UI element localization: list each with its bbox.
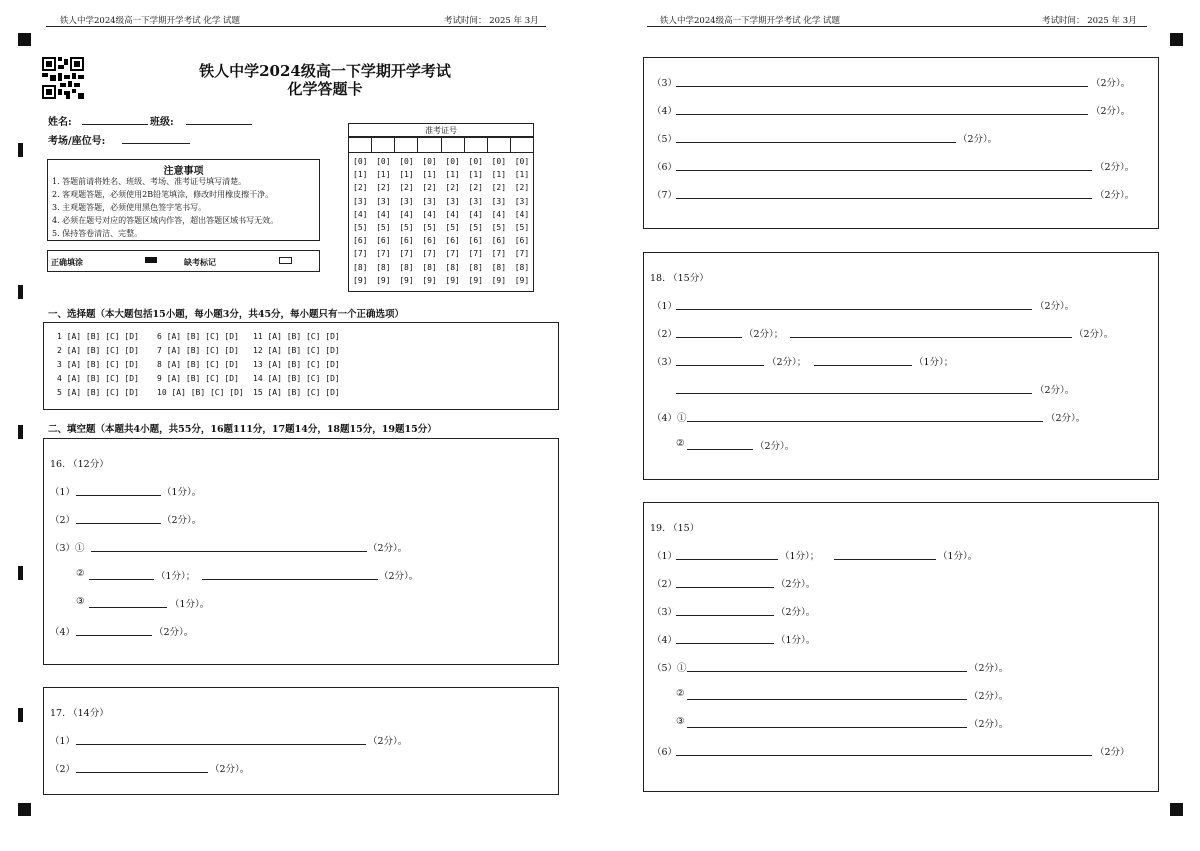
admission-title-box xyxy=(348,123,534,137)
admission-digit-bubble[interactable]: [4] xyxy=(422,209,437,219)
q18-part4-answer[interactable] xyxy=(687,421,1043,422)
admission-digit-bubble[interactable]: [3] xyxy=(514,196,530,206)
admission-digit-cell[interactable] xyxy=(487,138,510,153)
q16-part3c-answer[interactable] xyxy=(89,607,167,608)
admission-digit-bubble[interactable]: [3] xyxy=(353,196,368,206)
admission-digit-bubble[interactable]: [9] xyxy=(399,275,414,285)
admission-digit-bubble[interactable]: [7] xyxy=(491,249,507,259)
q19-part5-score: （2分）。 xyxy=(969,663,1009,674)
q18-part2-label: （2） xyxy=(652,329,678,340)
q17-part5-score: （2分）。 xyxy=(958,134,998,145)
q16-part2-label: （2） xyxy=(50,515,76,526)
notice-item: 2. 客观题答题，必须使用2B铅笔填涂，修改时用橡皮擦干净。 xyxy=(52,190,274,199)
timing-mark xyxy=(18,285,23,299)
q16-part3-label: （3）① xyxy=(50,543,85,554)
q17-continued-box xyxy=(643,57,1159,229)
q18-part3-answer1[interactable] xyxy=(676,365,764,366)
admission-digit-cell[interactable] xyxy=(464,138,487,153)
q17-part5-label: （5） xyxy=(652,134,678,145)
admission-digit-bubble[interactable]: [2] xyxy=(445,183,460,193)
q18-part3-label: （3） xyxy=(652,357,678,368)
q16-part2-answer[interactable] xyxy=(76,523,161,524)
sheet-subtitle: 化学答题卡 xyxy=(287,80,363,98)
q16-part1-label: （1） xyxy=(50,487,76,498)
q17-part7-score: （2分）。 xyxy=(1095,190,1135,201)
q16-part4-label: （4） xyxy=(50,627,76,638)
corner-mark xyxy=(1170,33,1183,46)
left-header-title: 铁人中学2024级高一下学期开学考试 化学 试题 xyxy=(60,16,241,26)
q17-part1-answer[interactable] xyxy=(76,744,366,745)
admission-digit-bubble[interactable]: [1] xyxy=(491,170,507,180)
admission-digit-bubble[interactable]: [7] xyxy=(376,249,391,259)
admission-digit-bubble[interactable]: [9] xyxy=(468,275,483,285)
admission-bubble-grid xyxy=(348,152,534,292)
admission-digit-bubble[interactable]: [2] xyxy=(399,183,414,193)
name-label: 姓名: xyxy=(48,117,72,128)
corner-mark xyxy=(18,33,31,46)
q19-part2-answer[interactable] xyxy=(676,587,774,588)
choice-question-row[interactable]: 10 [A] [B] [C] [D] xyxy=(157,388,244,397)
q16-part3-score: （2分）。 xyxy=(368,543,408,554)
admission-digit-bubble[interactable]: [5] xyxy=(422,223,437,232)
q19-part1-answer1[interactable] xyxy=(676,559,778,560)
admission-digit-bubble[interactable]: [4] xyxy=(468,209,483,219)
q17-part2-score: （2分）。 xyxy=(210,764,250,775)
choice-question-row[interactable]: 3 [A] [B] [C] [D] xyxy=(57,360,139,369)
admission-digit-bubble[interactable]: [4] xyxy=(514,209,530,219)
q17-part3-score: （2分）。 xyxy=(1091,78,1131,89)
q19-part6-label: （6） xyxy=(652,747,678,758)
admission-digit-bubble[interactable]: [2] xyxy=(491,183,507,193)
admission-digit-bubble[interactable]: [8] xyxy=(376,262,391,272)
q19-part1-answer2[interactable] xyxy=(834,559,936,560)
choice-question-row[interactable]: 14 [A] [B] [C] [D] xyxy=(253,374,340,383)
admission-digit-bubble[interactable]: [6] xyxy=(353,236,368,246)
q18-part2-score1: （2分）； xyxy=(744,329,784,340)
admission-digit-bubble[interactable]: [5] xyxy=(468,223,483,232)
q19-part3-answer[interactable] xyxy=(676,615,774,616)
q19-part6-score: （2分） xyxy=(1095,747,1130,758)
choice-question-row[interactable]: 2 [A] [B] [C] [D] xyxy=(57,346,139,355)
q18-part3-score2: （1分）； xyxy=(914,357,954,368)
q16-heading: 16. （12分） xyxy=(50,459,109,470)
q19-part5c-score: （2分）。 xyxy=(969,719,1009,730)
admission-digit-bubble[interactable]: [7] xyxy=(514,249,530,259)
notice-box xyxy=(47,159,320,241)
admission-digit-cell[interactable] xyxy=(395,138,418,153)
q16-part3-answer[interactable] xyxy=(91,551,367,552)
admission-digit-bubble[interactable]: [7] xyxy=(445,249,460,259)
admission-title: 准考证号 xyxy=(425,126,457,135)
admission-digit-bubble[interactable]: [1] xyxy=(422,170,437,180)
choice-question-row[interactable]: 9 [A] [B] [C] [D] xyxy=(157,374,239,383)
left-header-time: 考试时间： 2025 年 3月 xyxy=(444,16,539,26)
q19-part5b-score: （2分）。 xyxy=(969,691,1009,702)
class-label: 班级: xyxy=(150,117,174,128)
q16-part3b-score1: （1分）； xyxy=(156,571,196,582)
left-header-rule xyxy=(46,26,546,27)
admission-digit-bubble[interactable]: [8] xyxy=(468,262,483,272)
corner-mark xyxy=(1170,803,1183,816)
notice-item: 4. 必须在题号对应的答题区域内作答，超出答题区域书写无效。 xyxy=(52,216,279,225)
admission-digit-bubble[interactable]: [5] xyxy=(491,223,507,232)
admission-digit-cell[interactable] xyxy=(510,138,533,153)
q19-part5-label: （5）① xyxy=(652,663,687,674)
admission-entry-row xyxy=(348,137,534,153)
admission-digit-bubble[interactable]: [6] xyxy=(445,236,460,246)
q18-part4-score: （2分）。 xyxy=(1046,413,1086,424)
admission-digit-bubble[interactable]: [2] xyxy=(422,183,437,193)
q17-part4-label: （4） xyxy=(652,106,678,117)
admission-digit-bubble[interactable]: [0] xyxy=(399,157,414,166)
q16-part1-score: （1分）。 xyxy=(162,487,202,498)
section1-title: 一、选择题（本大题包括15小题，每小题3分，共45分，每小题只有一个正确选项） xyxy=(48,309,405,320)
admission-digit-bubble[interactable]: [9] xyxy=(353,275,368,285)
admission-digit-bubble[interactable]: [4] xyxy=(491,209,507,219)
name-field[interactable] xyxy=(82,124,148,125)
admission-digit-bubble[interactable]: [9] xyxy=(445,275,460,285)
admission-digit-cell[interactable] xyxy=(441,138,464,153)
admission-digit-bubble[interactable]: [7] xyxy=(353,249,368,259)
q18-heading: 18. （15分） xyxy=(650,273,709,284)
q17-part1-label: （1） xyxy=(50,736,76,747)
q17-part7-label: （7） xyxy=(652,190,678,201)
q16-part3b-label: ② xyxy=(76,568,85,579)
admission-digit-bubble[interactable]: [3] xyxy=(468,196,483,206)
timing-mark xyxy=(18,566,23,580)
admission-digit-bubble[interactable]: [5] xyxy=(353,223,368,232)
admission-digit-bubble[interactable]: [6] xyxy=(514,236,530,246)
admission-digit-bubble[interactable]: [9] xyxy=(422,275,437,285)
timing-mark xyxy=(18,425,23,439)
q16-part3b-answer2[interactable] xyxy=(202,579,378,580)
admission-digit-bubble[interactable]: [0] xyxy=(422,157,437,166)
q17-heading: 17. （14分） xyxy=(50,708,109,719)
notice-item: 1. 答题前请将姓名、班级、考场、准考证号填写清楚。 xyxy=(52,177,247,186)
section2-title: 二、填空题（本题共4小题，共55分，16题111分，17题14分，18题15分，19题15分） xyxy=(48,424,437,435)
q19-part3-label: （3） xyxy=(652,607,678,618)
seat-field[interactable] xyxy=(122,143,190,144)
q17-part2-answer[interactable] xyxy=(76,772,208,773)
right-header-time: 考试时间： 2025 年 3月 xyxy=(1042,16,1137,26)
q17-part6-answer[interactable] xyxy=(676,170,1092,171)
admission-digit-bubble[interactable]: [7] xyxy=(468,249,483,259)
q18-part2-answer1[interactable] xyxy=(676,337,742,338)
q19-part4-answer[interactable] xyxy=(676,643,774,644)
q19-part5b-label: ② xyxy=(676,688,685,699)
q17-part4-answer[interactable] xyxy=(676,114,1088,115)
q16-part1-answer[interactable] xyxy=(76,495,161,496)
admission-digit-bubble[interactable]: [6] xyxy=(399,236,414,246)
choice-question-row[interactable]: 11 [A] [B] [C] [D] xyxy=(253,332,340,341)
q18-part1-score: （2分）。 xyxy=(1035,301,1075,312)
q17-part3-label: （3） xyxy=(652,78,678,89)
q19-part5c-answer[interactable] xyxy=(687,727,967,728)
choice-question-row[interactable]: 12 [A] [B] [C] [D] xyxy=(253,346,340,355)
choice-question-row[interactable]: 1 [A] [B] [C] [D] xyxy=(57,332,139,341)
choice-question-row[interactable]: 5 [A] [B] [C] [D] xyxy=(57,388,139,397)
absent-mark-label: 缺考标记 xyxy=(184,257,216,267)
q18-part3-score1: （2分）； xyxy=(767,357,807,368)
q16-part3b-score2: （2分）。 xyxy=(379,571,419,582)
q18-box xyxy=(643,252,1159,480)
q19-heading: 19. （15） xyxy=(650,523,700,534)
q19-part2-score: （2分）。 xyxy=(776,579,816,590)
admission-digit-bubble[interactable]: [9] xyxy=(514,275,530,285)
q16-part4-score: （2分）。 xyxy=(154,627,194,638)
admission-digit-bubble[interactable]: [2] xyxy=(376,183,391,193)
admission-digit-bubble[interactable]: [3] xyxy=(445,196,460,206)
q17-part5-answer[interactable] xyxy=(676,142,956,143)
q19-part4-label: （4） xyxy=(652,635,678,646)
q19-box xyxy=(643,502,1159,792)
admission-digit-bubble[interactable]: [5] xyxy=(514,223,530,232)
absent-checkbox[interactable] xyxy=(279,257,292,264)
admission-digit-bubble[interactable]: [9] xyxy=(376,275,391,285)
admission-digit-cell[interactable] xyxy=(349,138,372,153)
admission-digit-bubble[interactable]: [0] xyxy=(376,157,391,166)
q19-part5b-answer[interactable] xyxy=(687,699,967,700)
timing-mark xyxy=(18,708,23,722)
correct-fill-label: 正确填涂 xyxy=(51,257,83,267)
admission-digit-bubble[interactable]: [2] xyxy=(514,183,530,193)
seat-label: 考场/座位号: xyxy=(48,136,106,147)
q16-part2-score: （2分）。 xyxy=(162,515,202,526)
admission-digit-bubble[interactable]: [2] xyxy=(468,183,483,193)
q18-part3-score3: （2分）。 xyxy=(1035,385,1075,396)
admission-digit-bubble[interactable]: [1] xyxy=(514,170,530,180)
q18-part4-label: （4）① xyxy=(652,413,687,424)
admission-digit-bubble[interactable]: [7] xyxy=(399,249,414,259)
q19-part5c-label: ③ xyxy=(676,716,685,727)
admission-digit-bubble[interactable]: [6] xyxy=(422,236,437,246)
admission-digit-bubble[interactable]: [9] xyxy=(491,275,507,285)
admission-digit-bubble[interactable]: [8] xyxy=(422,262,437,272)
admission-digit-bubble[interactable]: [5] xyxy=(376,223,391,232)
q17-part7-answer[interactable] xyxy=(676,198,1092,199)
notice-item: 5. 保持答卷清洁、完整。 xyxy=(52,229,143,238)
admission-digit-bubble[interactable]: [3] xyxy=(491,196,507,206)
choice-question-row[interactable]: 13 [A] [B] [C] [D] xyxy=(253,360,340,369)
q19-part1-score1: （1分）； xyxy=(780,551,820,562)
admission-digit-bubble[interactable]: [8] xyxy=(445,262,460,272)
admission-digit-bubble[interactable]: [4] xyxy=(445,209,460,219)
admission-digit-bubble[interactable]: [1] xyxy=(445,170,460,180)
q18-part1-answer[interactable] xyxy=(676,309,1032,310)
q19-part6-answer[interactable] xyxy=(676,755,1092,756)
corner-mark xyxy=(18,803,31,816)
admission-digit-bubble[interactable]: [5] xyxy=(399,223,414,232)
q19-part2-label: （2） xyxy=(652,579,678,590)
q16-part3c-label: ③ xyxy=(76,596,85,607)
q18-part2-answer2[interactable] xyxy=(790,337,1072,338)
admission-digit-bubble[interactable]: [8] xyxy=(514,262,530,272)
admission-digit-bubble[interactable]: [0] xyxy=(445,157,460,166)
q19-part1-score2: （1分）。 xyxy=(938,551,978,562)
q18-part1-label: （1） xyxy=(652,301,678,312)
choice-question-row[interactable]: 4 [A] [B] [C] [D] xyxy=(57,374,139,383)
admission-digit-bubble[interactable]: [0] xyxy=(514,157,530,166)
choice-question-row[interactable]: 6 [A] [B] [C] [D] xyxy=(157,332,239,341)
q16-part4-answer[interactable] xyxy=(76,635,152,636)
admission-digit-bubble[interactable]: [0] xyxy=(491,157,507,166)
admission-digit-bubble[interactable]: [1] xyxy=(468,170,483,180)
q16-part3b-answer1[interactable] xyxy=(89,579,154,580)
admission-digit-bubble[interactable]: [6] xyxy=(491,236,507,246)
q17-part6-score: （2分）。 xyxy=(1095,162,1135,173)
q17-part2-label: （2） xyxy=(50,764,76,775)
admission-digit-cell[interactable] xyxy=(372,138,395,153)
right-header-title: 铁人中学2024级高一下学期开学考试 化学 试题 xyxy=(660,16,841,26)
qr-code-icon xyxy=(42,57,84,99)
admission-digit-bubble[interactable]: [3] xyxy=(376,196,391,206)
q18-part4b-score: （2分）。 xyxy=(755,441,795,452)
notice-item: 3. 主观题答题，必须使用黑色签字笔书写。 xyxy=(52,203,207,212)
admission-digit-bubble[interactable]: [4] xyxy=(376,209,391,219)
timing-mark xyxy=(18,143,23,157)
notice-title: 注意事项 xyxy=(163,166,204,177)
q17-part3-answer[interactable] xyxy=(676,86,1088,87)
q18-part2-score2: （2分）。 xyxy=(1074,329,1114,340)
choice-question-row[interactable]: 8 [A] [B] [C] [D] xyxy=(157,360,239,369)
admission-digit-bubble[interactable]: [4] xyxy=(353,209,368,219)
admission-digit-bubble[interactable]: [1] xyxy=(376,170,391,180)
admission-digit-bubble[interactable]: [3] xyxy=(399,196,414,206)
choice-question-row[interactable]: 15 [A] [B] [C] [D] xyxy=(253,388,340,397)
filled-sample-icon xyxy=(145,257,157,263)
admission-digit-bubble[interactable]: [8] xyxy=(353,262,368,272)
q19-part4-score: （1分）。 xyxy=(776,635,816,646)
right-header-rule xyxy=(647,26,1147,27)
fill-example-box xyxy=(47,250,320,272)
q19-part3-score: （2分）。 xyxy=(776,607,816,618)
q19-part5-answer[interactable] xyxy=(687,671,967,672)
choice-question-row[interactable]: 7 [A] [B] [C] [D] xyxy=(157,346,239,355)
admission-digit-bubble[interactable]: [2] xyxy=(353,183,368,193)
q18-part4b-answer[interactable] xyxy=(687,449,753,450)
sheet-title: 铁人中学2024级高一下学期开学考试 xyxy=(199,62,451,80)
admission-digit-bubble[interactable]: [7] xyxy=(422,249,437,259)
admission-digit-bubble[interactable]: [1] xyxy=(399,170,414,180)
q17-box xyxy=(43,687,559,795)
admission-digit-bubble[interactable]: [0] xyxy=(468,157,483,166)
q18-part3-answer3[interactable] xyxy=(676,393,1032,394)
q18-part3-answer2[interactable] xyxy=(814,365,912,366)
q18-part4b-label: ② xyxy=(676,438,685,449)
choice-answer-box xyxy=(43,322,559,410)
admission-digit-bubble[interactable]: [6] xyxy=(468,236,483,246)
admission-digit-bubble[interactable]: [0] xyxy=(353,157,368,166)
q19-part1-label: （1） xyxy=(652,551,678,562)
q17-part1-score: （2分）。 xyxy=(368,736,408,747)
admission-digit-bubble[interactable]: [4] xyxy=(399,209,414,219)
admission-digit-bubble[interactable]: [5] xyxy=(445,223,460,232)
admission-digit-bubble[interactable]: [8] xyxy=(399,262,414,272)
q16-box xyxy=(43,438,559,665)
q16-part3c-score: （1分）。 xyxy=(170,599,210,610)
q17-part6-label: （6） xyxy=(652,162,678,173)
q17-part4-score: （2分）。 xyxy=(1091,106,1131,117)
class-field[interactable] xyxy=(186,124,252,125)
admission-digit-bubble[interactable]: [3] xyxy=(422,196,437,206)
admission-digit-bubble[interactable]: [8] xyxy=(491,262,507,272)
admission-digit-bubble[interactable]: [6] xyxy=(376,236,391,246)
admission-digit-bubble[interactable]: [1] xyxy=(353,170,368,180)
admission-digit-cell[interactable] xyxy=(418,138,441,153)
